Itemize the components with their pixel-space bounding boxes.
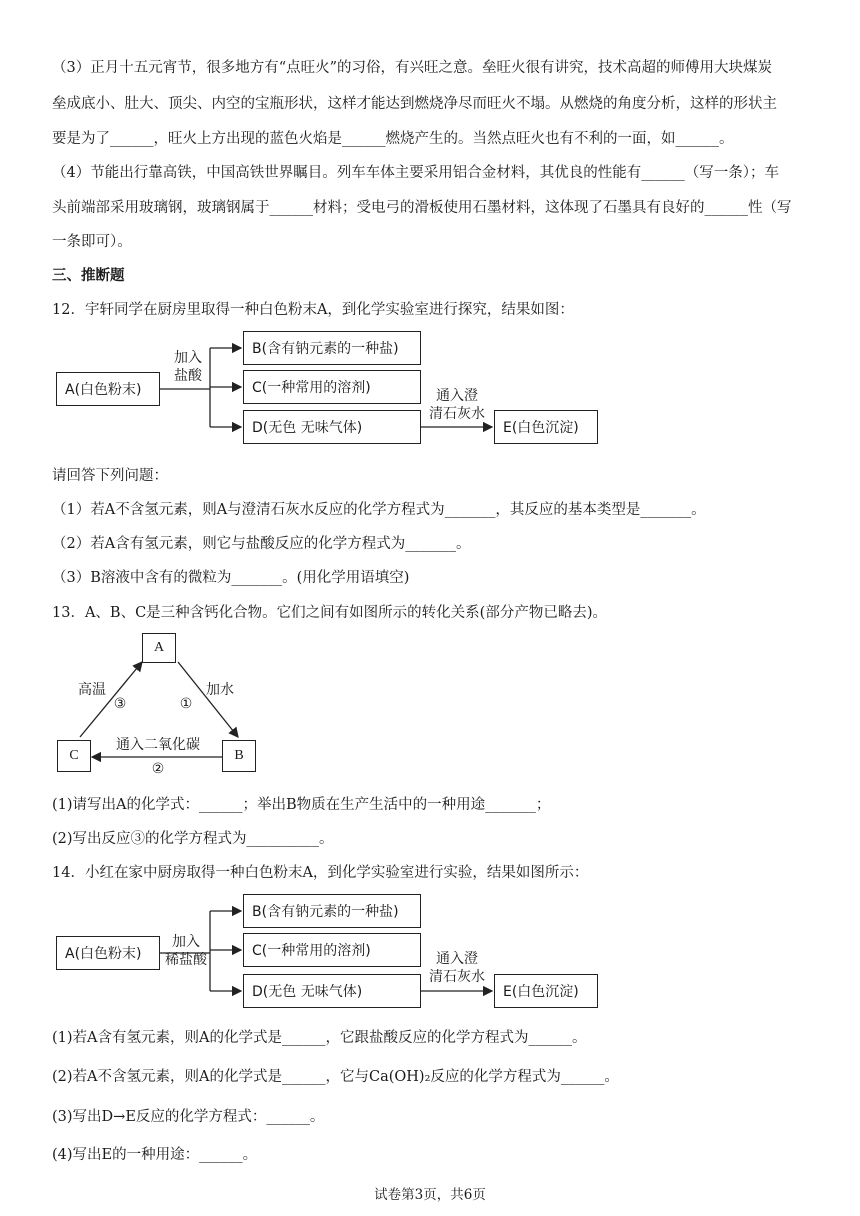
q13-label-step1: ① [179, 696, 193, 712]
section-heading: 三、推断题 [52, 267, 125, 284]
q12-box-e: E(白色沉淀) [494, 410, 598, 444]
q13-label-step2: ② [151, 761, 165, 777]
q14-box-c: C(一种常用的溶剂) [243, 933, 421, 967]
q14-box-b: B(含有钠元素的一种盐) [243, 894, 421, 928]
q12-sub1: （1）若A不含氢元素，则A与澄清石灰水反应的化学方程式为_______，其反应的基本类型是_______。 [52, 502, 706, 518]
q13-label-high-temp: 高温 [78, 682, 106, 698]
q12-sub2: （2）若A含有氢元素，则它与盐酸反应的化学方程式为_______。 [52, 536, 471, 552]
q14-label-limewater [424, 950, 490, 986]
q11-part4-line3: 一条即可）。 [52, 234, 132, 250]
q11-part4-line2: 头前端部采用玻璃钢，玻璃钢属于______材料；受电弓的滑板使用石墨材料，这体现了石墨具有良好的______性（写 [52, 200, 792, 216]
q14-label-add [160, 933, 212, 969]
q11-part4-line1: （4）节能出行靠高铁，中国高铁世界瞩目。列车车体主要采用铝合金材料，其优良的性能有______（写一条）；车 [52, 165, 779, 181]
q12-prompt: 请回答下列问题： [52, 468, 168, 484]
q13-box-a: A [142, 633, 176, 663]
q14-sub1: (1)若A含有氢元素，则A的化学式是______，它跟盐酸反应的化学方程式为______。 [52, 1030, 587, 1046]
q14-box-a: A(白色粉末) [56, 936, 160, 970]
q13-box-c: C [57, 740, 91, 772]
q12-box-a: A(白色粉末) [56, 372, 160, 406]
q14-label-limewater-line2: 清石灰水 [429, 969, 485, 985]
q11-part3-line3: 要是为了______，旺火上方出现的蓝色火焰是______燃烧产生的。当然点旺火也有不利的一面，如______。 [52, 131, 734, 147]
q14-stem: 14．小红在家中厨房取得一种白色粉末A，到化学实验室进行实验，结果如图所示： [52, 865, 589, 881]
q12-box-b: B(含有钠元素的一种盐) [243, 331, 421, 365]
q13-stem: 13．A、B、C是三种含钙化合物。它们之间有如图所示的转化关系(部分产物已略去)。 [52, 605, 607, 621]
q14-label-add-line2: 稀盐酸 [165, 952, 207, 968]
q12-box-c: C(一种常用的溶剂) [243, 370, 421, 404]
page-footer: 试卷第3页，共6页 [374, 1187, 486, 1203]
q12-label-limewater-line1: 通入澄 [436, 388, 478, 404]
q12-label-add-line2: 盐酸 [174, 368, 202, 384]
q13-label-add-water: 加水 [206, 682, 234, 698]
q12-stem: 12．宇轩同学在厨房里取得一种白色粉末A，到化学实验室进行探究，结果如图： [52, 302, 574, 318]
q14-sub4: (4)写出E的一种用途：______。 [52, 1147, 258, 1163]
q11-part3-line1: （3）正月十五元宵节，很多地方有“点旺火”的习俗，有兴旺之意。垒旺火很有讲究，技术高超的师傅用大块煤炭 [52, 60, 773, 76]
q12-label-add-line1: 加入 [174, 350, 202, 366]
q13-label-step3: ③ [113, 696, 127, 712]
q12-label-limewater-line2: 清石灰水 [429, 406, 485, 422]
q12-box-d: D(无色 无味气体) [243, 410, 421, 444]
q14-box-e: E(白色沉淀) [494, 974, 598, 1008]
q14-sub3: (3)写出D→E反应的化学方程式：______。 [52, 1109, 325, 1125]
q14-box-d: D(无色 无味气体) [243, 974, 421, 1008]
q14-sub2: (2)若A不含氢元素，则A的化学式是______，它与Ca(OH)₂反应的化学方程式为______。 [52, 1069, 619, 1085]
q13-sub2: (2)写出反应③的化学方程式为__________。 [52, 831, 334, 847]
q11-part3-line2: 垒成底小、肚大、顶尖、内空的宝瓶形状，这样才能达到燃烧净尽而旺火不塌。从燃烧的角度分析，这样的形状主 [52, 96, 777, 112]
q14-label-add-line1: 加入 [172, 934, 200, 950]
q13-box-b: B [222, 740, 256, 772]
q13-sub1: (1)请写出A的化学式：______；举出B物质在生产生活中的一种用途_______； [52, 797, 551, 813]
q13-label-co2: 通入二氧化碳 [116, 737, 200, 753]
q14-label-limewater-line1: 通入澄 [436, 951, 478, 967]
q12-sub3: （3）B溶液中含有的微粒为_______。(用化学用语填空) [52, 570, 410, 586]
